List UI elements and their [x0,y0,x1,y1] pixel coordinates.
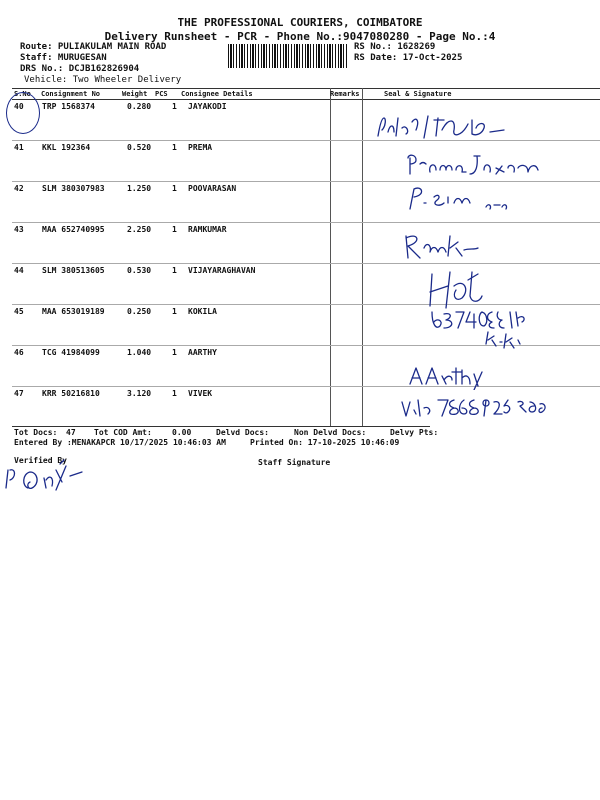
row-sno: 45 [14,307,24,316]
row-weight: 1.040 [127,348,152,357]
route: Route: PULIAKULAM MAIN ROAD [20,42,167,52]
row-pcs: 1 [172,184,177,193]
total-docs-label: Tot Docs: [14,428,58,437]
col-consignment: Consignment No [41,90,101,98]
printed-on: Printed On: 17-10-2025 10:46:09 [250,438,400,447]
row-separator [12,181,600,182]
row-consignment-number: KKL 192364 [42,143,91,152]
row-weight: 0.520 [127,143,152,152]
row-consignee-name: KOKILA [188,307,217,316]
col-remarks: Remarks [330,90,360,98]
signature-row-42 [404,183,524,215]
verified-by-label: Verified By [14,456,67,465]
row-consignee-name: VIVEK [188,389,213,398]
row-weight: 0.530 [127,266,152,275]
delivery-points-label: Delvy Pts: [390,428,439,437]
signature-row-47 [398,392,558,426]
row-pcs: 1 [172,348,177,357]
row-sno: 42 [14,184,24,193]
row-sno: 46 [14,348,24,357]
seal-divider [362,88,363,426]
footer-rule [12,426,430,427]
row-40-circle-mark [6,92,40,134]
row-sno: 44 [14,266,24,275]
row-sno: 47 [14,389,24,398]
row-pcs: 1 [172,266,177,275]
col-consignee: Consignee Details [181,90,253,98]
runsheet-subtitle: Delivery Runsheet - PCR - Phone No.:9047080280 - Page No.:4 [104,30,496,43]
row-consignee-name: AARTHY [188,348,217,357]
col-seal-signature: Seal & Signature [384,90,452,98]
staff-signature-label: Staff Signature [258,458,331,467]
row-sno: 40 [14,102,24,111]
row-consignee-name: RAMKUMAR [188,225,227,234]
col-pcs: PCS [155,90,168,98]
row-pcs: 1 [172,389,177,398]
row-consignment-number: KRR 50216810 [42,389,100,398]
entered-by: Entered By :MENAKAPCR 10/17/2025 10:46:03 AM [14,438,226,447]
row-separator [12,263,600,264]
row-consignment-number: TRP 1568374 [42,102,95,111]
verified-by-signature [0,458,100,498]
vehicle: Vehicle: Two Wheeler Delivery [24,75,182,85]
delivered-docs-label: Delvd Docs: [216,428,269,437]
row-weight: 1.250 [127,184,152,193]
barcode [228,44,348,68]
row-separator [12,386,600,387]
row-weight: 0.250 [127,307,152,316]
col-weight: Weight [122,90,148,98]
staff: Staff: MURUGESAN [20,53,107,63]
remarks-divider [330,88,331,426]
col-sno: S.No [14,90,31,98]
row-weight: 0.280 [127,102,152,111]
table-top-rule [12,88,600,89]
row-weight: 2.250 [127,225,152,234]
row-sno: 41 [14,143,24,152]
rs-number: RS No.: 1628269 [354,42,436,52]
row-consignee-name: JAYAKODI [188,102,227,111]
signature-row-41 [404,150,544,180]
row-consignee-name: PREMA [188,143,213,152]
row-consignment-number: MAA 652740995 [42,225,105,234]
signature-row-45 [428,304,558,354]
company-title: THE PROFESSIONAL COURIERS, COIMBATORE [177,16,423,29]
signature-row-40 [372,110,512,144]
row-consignee-name: VIJAYARAGHAVAN [188,266,256,275]
row-sno: 43 [14,225,24,234]
row-pcs: 1 [172,307,177,316]
row-pcs: 1 [172,143,177,152]
row-weight: 3.120 [127,389,152,398]
rs-date: RS Date: 17-Oct-2025 [354,53,463,63]
row-consignment-number: MAA 653019189 [42,307,105,316]
row-pcs: 1 [172,102,177,111]
row-consignment-number: SLM 380307983 [42,184,105,193]
header-rule [12,99,600,100]
non-delivered-docs-label: Non Delvd Docs: [294,428,367,437]
total-cod-label: Tot COD Amt: [94,428,152,437]
row-pcs: 1 [172,225,177,234]
signature-row-46 [404,362,504,390]
drs-number: DRS No.: DCJB162826904 [20,64,140,74]
row-consignee-name: POOVARASAN [188,184,237,193]
row-consignment-number: TCG 41984099 [42,348,100,357]
total-docs-value: 47 [66,428,76,437]
row-consignment-number: SLM 380513605 [42,266,105,275]
row-separator [12,222,600,223]
total-cod-value: 0.00 [172,428,192,437]
signature-row-43 [400,228,490,264]
